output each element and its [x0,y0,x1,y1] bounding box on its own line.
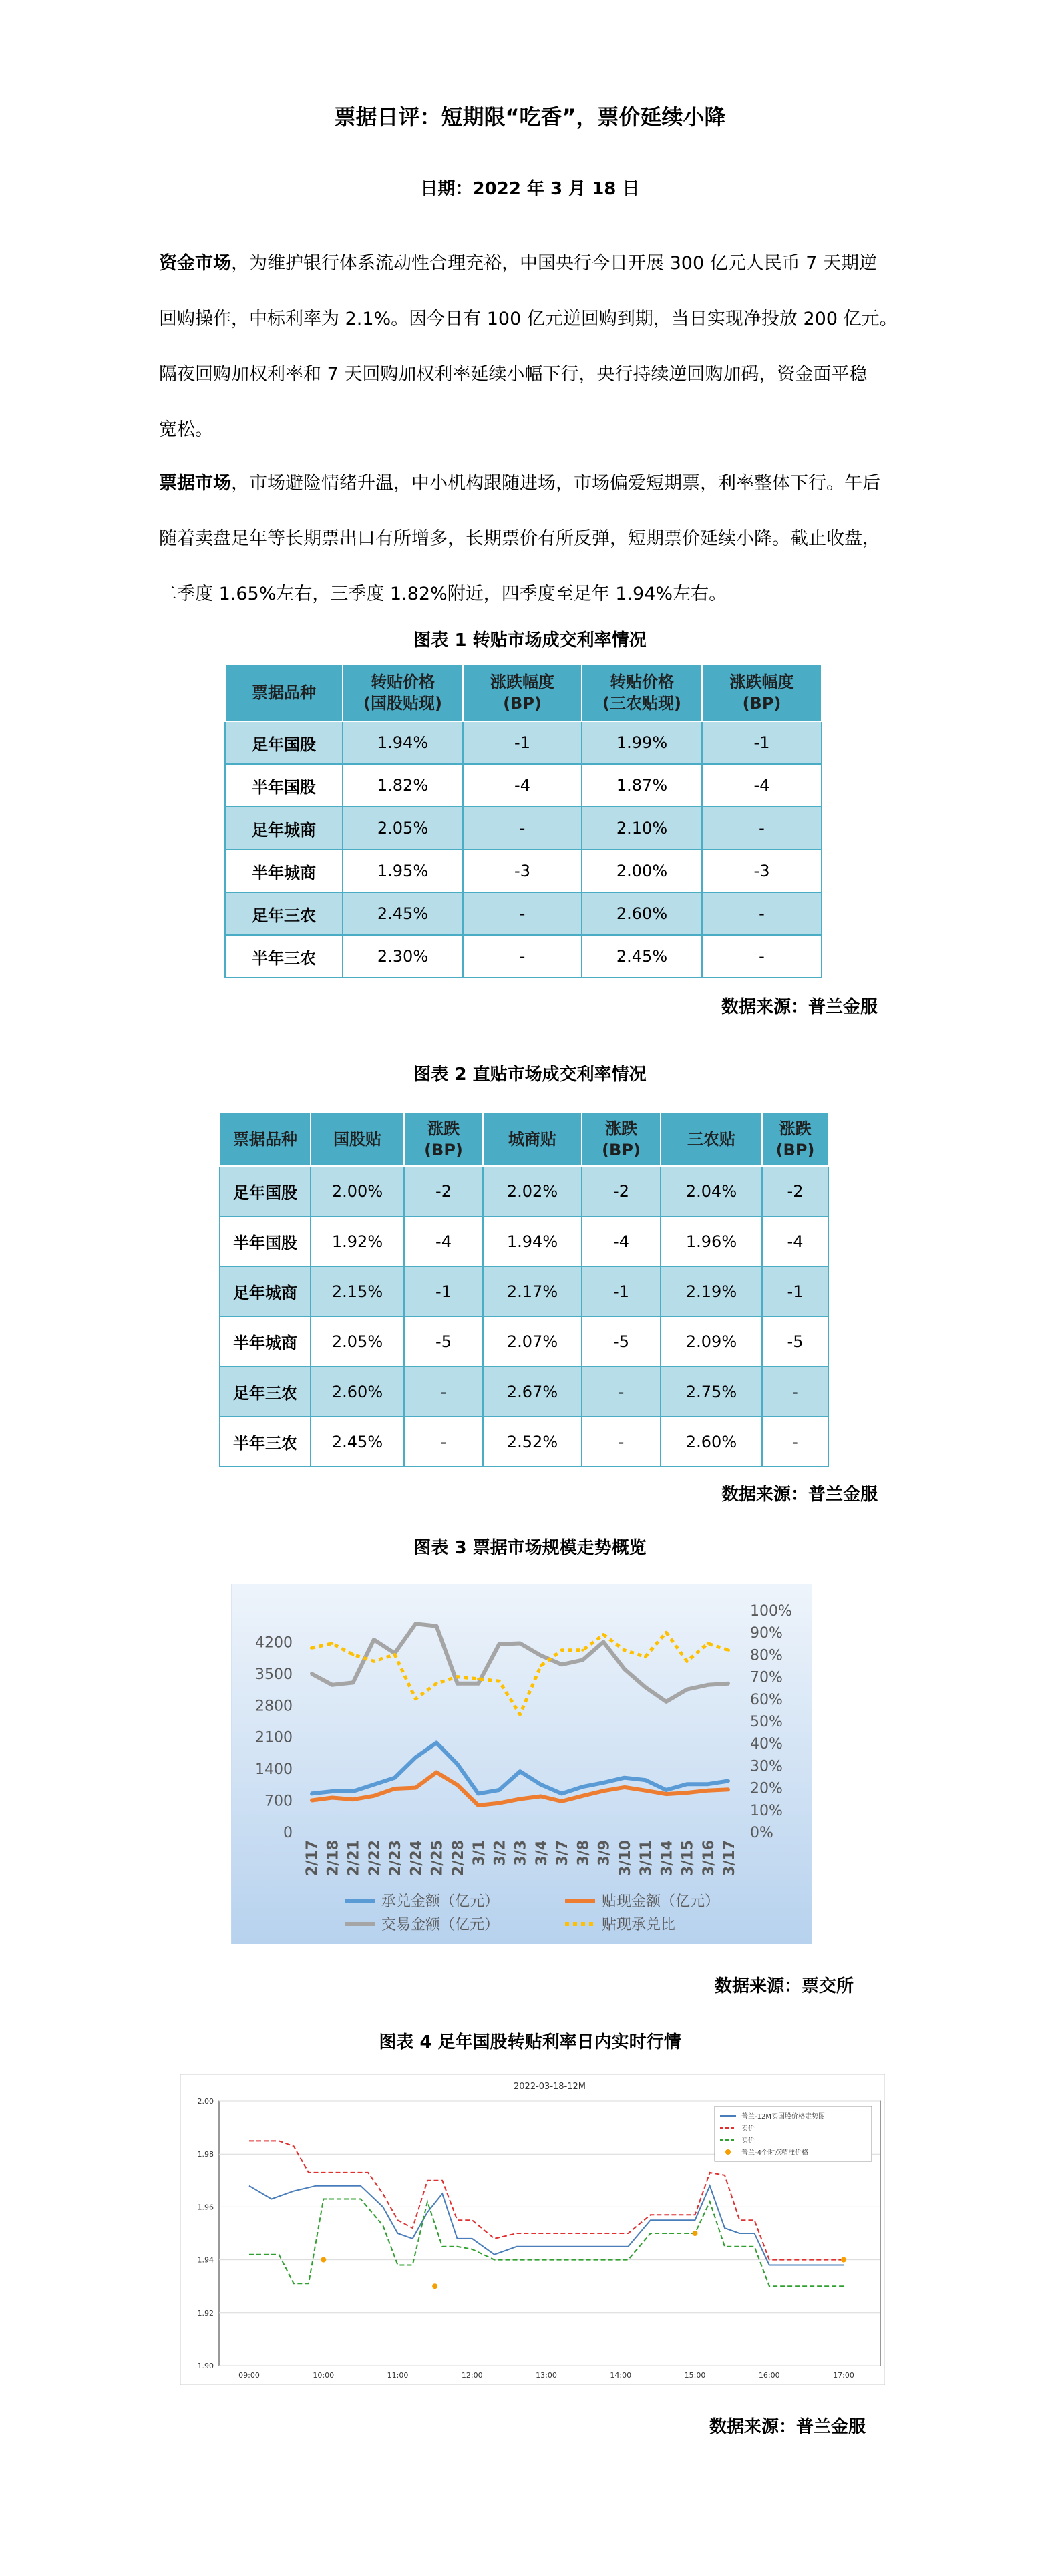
x-axis-tick-label: 3/9 [596,1840,613,1866]
x-axis-tick-label: 09:00 [238,2371,260,2380]
right-axis-tick-label: 100% [750,1603,792,1620]
right-axis-tick-label: 80% [750,1647,783,1664]
header-line: 涨跌幅度 [729,673,794,691]
table-cell: - [582,1417,661,1467]
legend-swatch [725,2149,731,2155]
table-cell: -4 [702,764,822,807]
data-point [432,2283,437,2289]
table-cell: 2.60% [311,1366,404,1417]
row-header-cell: 半年国股 [225,764,343,807]
data-point [310,1672,313,1675]
table-row [220,1216,828,1266]
data-point [665,1789,667,1791]
data-point [602,1640,605,1643]
header-line: 转贴价格 [610,673,674,691]
data-point [686,1783,689,1785]
header-line: 国股贴 [333,1130,381,1149]
x-axis-tick-label: 3/3 [512,1840,530,1866]
data-point [393,1777,396,1779]
data-point [707,1789,709,1792]
data-point [560,1792,563,1795]
legend-label: 买价 [741,2137,755,2145]
data-point [456,1763,459,1765]
column-header [343,664,463,721]
table-cell: -1 [762,1266,828,1316]
data-point [331,1790,333,1793]
header-line: 票据品种 [252,683,316,702]
row-header-cell: 足年三农 [220,1366,311,1417]
table-cell: -3 [463,850,582,892]
table-cell: -4 [762,1216,828,1266]
table-row [225,935,822,978]
table-cell: - [404,1417,483,1467]
table-cell: 2.05% [311,1316,404,1366]
page-title: 票据日评：短期限“吃香”，票价延续小降 [334,104,726,130]
market-scale-chart-panel [231,1584,812,1944]
data-point [393,1653,396,1656]
x-axis-tick-label: 13:00 [536,2371,557,2380]
data-point [393,1787,396,1790]
table-cell: - [762,1366,828,1417]
table-row [225,807,822,850]
table-cell: -1 [404,1266,483,1316]
data-point [727,1788,730,1791]
table-cell: 2.19% [661,1266,762,1316]
direct-discount-rate-table [219,1112,829,1467]
table-row [225,721,822,764]
x-axis-tick-label: 12:00 [461,2371,483,2380]
data-point [310,1792,313,1795]
data-point [373,1660,375,1662]
table-cell: 1.99% [582,721,702,764]
paragraph-line: 资金市场，为维护银行体系流动性合理充裕，中国央行今日开展 300 亿元人民币 7 天期逆 [159,253,878,274]
table-row [225,764,822,807]
data-point [456,1676,459,1678]
table-row [225,892,822,935]
right-axis-tick-label: 50% [750,1714,783,1730]
header-line: (BP) [742,694,781,713]
x-axis-tick-label: 10:00 [313,2371,335,2380]
intraday-rate-chart-panel [180,2074,885,2385]
report-date: 日期：2022 年 3 月 18 日 [420,179,640,199]
header-line: 涨跌 [605,1119,637,1138]
left-axis-tick-label: 4200 [255,1634,293,1652]
table-cell: - [702,935,822,978]
data-point [519,1798,522,1801]
table-cell: 2.15% [311,1266,404,1316]
chart4-caption: 图表 4 足年国股转贴利率日内实时行情 [379,2032,681,2052]
table-cell: 2.17% [483,1266,582,1316]
paragraph-label: 资金市场 [159,253,231,274]
data-point [321,2257,326,2263]
column-header [311,1113,404,1166]
data-point [310,1646,313,1649]
paragraph-money-market [159,236,900,457]
table-cell: 2.45% [582,935,702,978]
x-axis-tick-label: 2/25 [429,1840,446,1876]
data-point [498,1643,500,1646]
table-row [220,1366,828,1417]
table-cell: -2 [582,1166,661,1216]
right-axis-tick-label: 40% [750,1736,783,1753]
table-cell: 1.92% [311,1216,404,1266]
data-point [456,1784,459,1787]
row-header-cell: 足年国股 [225,721,343,764]
paragraph-label: 票据市场 [159,473,231,494]
legend-label: 贴现金额（亿元） [602,1893,720,1910]
x-axis-tick-label: 2/23 [387,1840,404,1876]
chart3-caption: 图表 3 票据市场规模走势概览 [413,1538,647,1558]
y-axis-tick-label: 1.92 [197,2308,214,2318]
table-row [220,1316,828,1366]
data-point [602,1634,605,1636]
data-point [581,1659,584,1662]
data-point [560,1800,563,1803]
data-point [602,1789,605,1792]
paragraph-line: 二季度 1.65%左右，三季度 1.82%附近，四季度至足年 1.94%左右。 [159,584,727,604]
data-point [519,1642,522,1644]
data-point [665,1700,667,1703]
right-axis-tick-label: 30% [750,1758,783,1775]
x-axis-tick-label: 3/16 [700,1840,717,1876]
data-point [623,1649,626,1652]
data-point [498,1680,500,1682]
data-point [665,1793,667,1795]
table-cell: 2.09% [661,1316,762,1366]
row-header-cell: 半年国股 [220,1216,311,1266]
data-point [727,1649,730,1652]
data-point [331,1642,333,1645]
table-row [220,1166,828,1216]
right-axis-tick-label: 60% [750,1691,783,1708]
data-point [331,1797,333,1799]
header-line: 涨跌幅度 [490,673,554,691]
x-axis-tick-label: 2/28 [450,1840,467,1876]
data-point [727,1779,730,1782]
row-header-cell: 足年国股 [220,1166,311,1216]
table-cell: -3 [702,850,822,892]
x-axis-tick-label: 17:00 [833,2371,854,2380]
x-axis-tick-label: 3/15 [679,1840,697,1876]
x-axis-tick-label: 14:00 [610,2371,632,2380]
data-point [498,1789,500,1791]
header-line: (三农贴现) [602,694,681,713]
header-line: 票据品种 [233,1130,297,1149]
data-point [560,1663,563,1666]
header-line: 转贴价格 [371,673,435,691]
column-header [582,664,702,721]
data-point [435,1682,438,1685]
x-axis-tick-label: 2/22 [366,1840,383,1876]
data-point [373,1795,375,1797]
data-point [414,1787,417,1789]
chart-background [231,1584,812,1944]
table-cell: -4 [582,1216,661,1266]
table-cell: 2.30% [343,935,463,978]
x-axis-tick-label: 16:00 [758,2371,780,2380]
paragraph-line: 宽松。 [159,419,213,440]
data-point [686,1688,689,1691]
table-cell: 2.60% [661,1417,762,1467]
right-axis-tick-label: 70% [750,1669,783,1686]
chart3-source: 数据来源：票交所 [715,1976,854,1996]
right-axis-tick-label: 0% [750,1825,773,1841]
table-cell: 2.00% [311,1166,404,1216]
x-axis-tick-label: 2/21 [345,1840,363,1876]
table-cell: 2.52% [483,1417,582,1467]
data-point [519,1713,522,1716]
table-cell: -1 [463,721,582,764]
x-axis-tick-label: 3/8 [575,1840,592,1866]
data-point [540,1783,542,1786]
table-cell: -5 [762,1316,828,1366]
legend-label: 承兑金额（亿元） [381,1893,500,1910]
table-cell: 2.04% [661,1166,762,1216]
data-point [373,1783,375,1786]
table-cell: -4 [463,764,582,807]
header-line: (BP) [424,1141,463,1159]
data-point [477,1682,480,1685]
header-line: (BP) [775,1141,815,1159]
data-point [540,1654,542,1657]
data-point [352,1790,355,1793]
right-axis-tick-label: 20% [750,1780,783,1797]
table1-source: 数据来源：普兰金服 [721,997,878,1017]
data-point [644,1779,647,1781]
data-point [707,1642,709,1645]
x-axis-tick-label: 3/7 [554,1840,571,1866]
legend-label: 普兰-4个时点精准价格 [741,2149,808,2157]
x-axis-tick-label: 3/14 [659,1840,676,1876]
y-axis-tick-label: 2.00 [197,2097,214,2106]
legend-label: 贴现承兑比 [602,1917,676,1934]
column-header [702,664,822,721]
left-axis-tick-label: 3500 [255,1666,293,1683]
column-header [661,1113,762,1166]
table2-source: 数据来源：普兰金服 [721,1485,878,1505]
data-point [435,1625,438,1628]
data-point [581,1649,584,1652]
column-header [220,1113,311,1166]
row-header-cell: 足年城商 [220,1266,311,1316]
paragraph-line: 回购操作，中标利率为 2.1%。因今日有 100 亿元逆回购到期，当日实现净投放 200 亿元。 [159,309,898,329]
data-point [540,1664,542,1667]
data-point [414,1622,417,1625]
header-line: 涨跌 [427,1119,460,1138]
data-point [581,1785,584,1788]
x-axis-tick-label: 2/17 [304,1840,321,1876]
column-header [404,1113,483,1166]
table-cell: 2.02% [483,1166,582,1216]
column-header [483,1113,582,1166]
table-cell: 1.96% [661,1216,762,1266]
legend-label: 卖价 [741,2125,755,2133]
data-point [644,1789,647,1792]
data-point [477,1792,480,1795]
data-point [644,1686,647,1688]
paragraph-bill-market [159,455,900,622]
table-cell: - [463,807,582,850]
left-axis-tick-label: 0 [283,1825,293,1841]
row-header-cell: 足年三农 [225,892,343,935]
table-cell: 2.07% [483,1316,582,1366]
table-cell: -2 [404,1166,483,1216]
left-axis-tick-label: 1400 [255,1761,293,1779]
legend-label: 交易金额（亿元） [381,1917,500,1934]
x-axis-tick-label: 2/18 [325,1840,342,1876]
table-cell: 1.94% [483,1216,582,1266]
x-axis-tick-label: 3/2 [492,1840,509,1866]
data-point [686,1660,689,1662]
table-cell: -5 [404,1316,483,1366]
table-cell: - [702,892,822,935]
data-point [560,1649,563,1652]
column-header [762,1113,828,1166]
data-point [623,1786,626,1789]
table1-caption: 图表 1 转贴市场成交利率情况 [413,630,647,651]
table-cell: 2.45% [311,1417,404,1467]
y-axis-tick-label: 1.90 [197,2362,214,2370]
x-axis-tick-label: 2/24 [408,1840,425,1876]
left-axis-tick-label: 2800 [255,1698,293,1715]
rediscount-rate-table [224,663,822,978]
data-point [519,1770,522,1773]
data-point [707,1684,709,1686]
data-point [498,1802,500,1805]
column-header [463,664,582,721]
data-point [352,1798,355,1801]
data-point [727,1682,730,1685]
table-row [225,850,822,892]
x-axis-tick-label: 3/1 [471,1840,488,1866]
table-cell: 2.05% [343,807,463,850]
table-cell: 2.67% [483,1366,582,1417]
data-point [435,1771,438,1774]
x-axis-tick-label: 15:00 [684,2371,706,2380]
data-point [414,1756,417,1759]
x-axis-tick-label: 3/17 [721,1840,738,1876]
table-cell: 1.87% [582,764,702,807]
legend-label: 普兰-12M买国股价格走势图 [741,2113,825,2121]
data-point [477,1804,480,1807]
right-axis-tick-label: 90% [750,1625,783,1642]
data-point [623,1777,626,1779]
data-point [581,1795,584,1797]
x-axis-tick-label: 3/11 [638,1840,655,1876]
table-cell: -4 [404,1216,483,1266]
left-axis-tick-label: 2100 [255,1729,293,1746]
table-cell: - [404,1366,483,1417]
table-cell: - [463,892,582,935]
y-axis-tick-label: 1.96 [197,2203,214,2212]
market-scale-chart [231,1584,812,1944]
data-point [686,1791,689,1794]
data-point [331,1684,333,1686]
paragraph-line: 隔夜回购加权利率和 7 天回购加权利率延续小幅下行，央行持续逆回购加码，资金面平稳 [159,364,868,385]
table-cell: 1.95% [343,850,463,892]
x-axis-tick-label: 11:00 [387,2371,409,2380]
data-point [693,2231,698,2236]
row-header-cell: 半年三农 [220,1417,311,1467]
table-cell: - [702,807,822,850]
table-cell: -1 [702,721,822,764]
chart4-source: 数据来源：普兰金服 [709,2417,866,2437]
row-header-cell: 半年城商 [220,1316,311,1366]
y-axis-tick-label: 1.94 [197,2255,214,2265]
x-axis-tick-label: 3/10 [616,1840,634,1876]
column-header [225,664,343,721]
header-line: 城商贴 [508,1130,556,1149]
table-cell: -5 [582,1316,661,1366]
header-line: (BP) [503,694,542,713]
header-line: (国股贴现) [363,694,442,713]
table-cell: - [463,935,582,978]
data-point [456,1682,459,1685]
row-header-cell: 半年三农 [225,935,343,978]
data-point [373,1638,375,1641]
table-cell: - [582,1366,661,1417]
data-point [310,1799,313,1802]
table-cell: 2.00% [582,850,702,892]
intraday-rate-chart [180,2074,885,2385]
column-header [582,1113,661,1166]
right-axis-tick-label: 10% [750,1802,783,1819]
table-cell: 2.60% [582,892,702,935]
data-point [435,1742,438,1744]
header-line: (BP) [602,1141,641,1159]
data-point [352,1653,355,1656]
data-point [602,1781,605,1784]
row-header-cell: 半年城商 [225,850,343,892]
row-header-cell: 足年城商 [225,807,343,850]
data-point [665,1631,667,1634]
table-cell: -1 [582,1266,661,1316]
table-cell: -2 [762,1166,828,1216]
chart-title: 2022-03-18-12M [514,2082,586,2092]
table-row [220,1417,828,1467]
y-axis-tick-label: 1.98 [197,2150,214,2159]
table-cell: 2.45% [343,892,463,935]
table-cell: 2.10% [582,807,702,850]
table-cell: 1.94% [343,721,463,764]
table-cell: - [762,1417,828,1467]
data-point [477,1678,480,1680]
paragraph-line: 票据市场，市场避险情绪升温，中小机构跟随进场，市场偏爱短期票，利率整体下行。午后 [159,473,880,494]
data-point [644,1656,647,1658]
header-line: 三农贴 [687,1130,735,1149]
data-point [414,1698,417,1700]
left-axis-tick-label: 700 [264,1793,293,1810]
data-point [623,1668,626,1670]
table-cell: 2.75% [661,1366,762,1417]
x-axis-tick-label: 3/4 [533,1840,550,1866]
data-point [540,1795,542,1797]
data-point [707,1783,709,1785]
table2-caption: 图表 2 直贴市场成交利率情况 [413,1065,647,1085]
paragraph-line: 随着卖盘足年等长期票出口有所增多，长期票价有所反弹，短期票价延续小降。截止收盘， [159,528,880,549]
data-point [352,1681,355,1684]
data-point [841,2257,846,2263]
table-row [220,1266,828,1316]
header-line: 涨跌 [779,1119,812,1138]
table-cell: 1.82% [343,764,463,807]
